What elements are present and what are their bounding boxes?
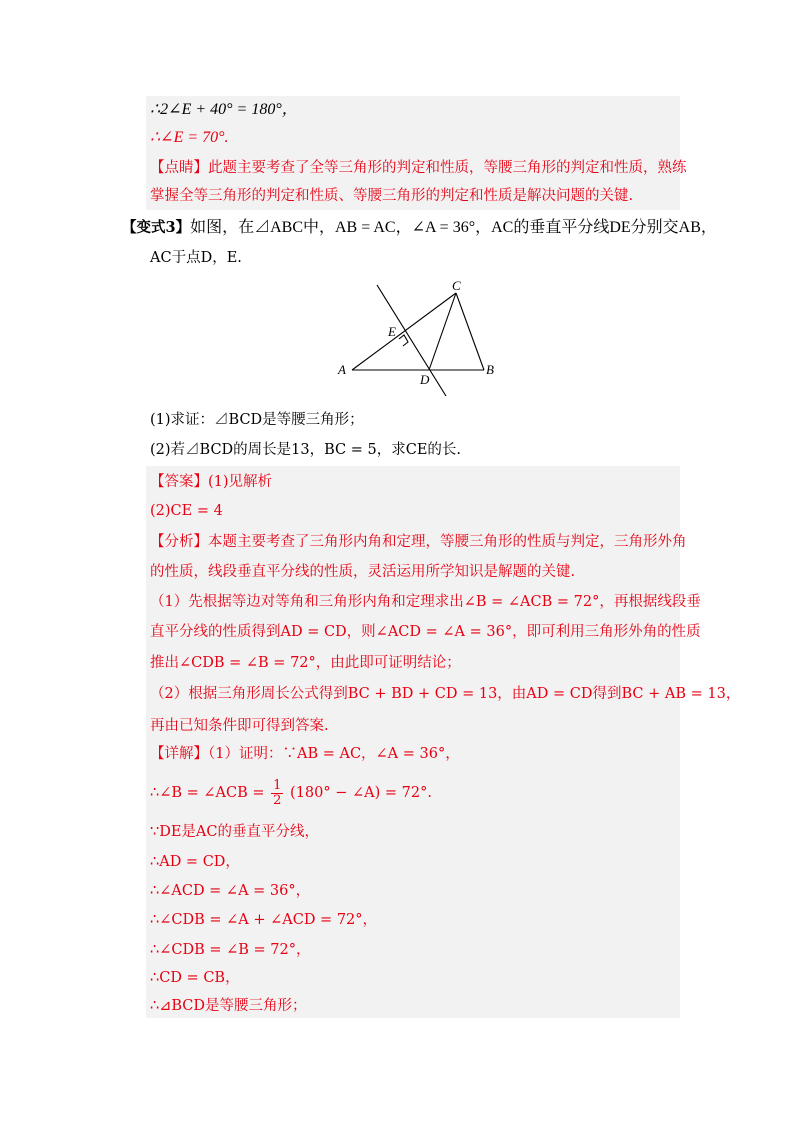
- label-C: C: [452, 278, 461, 293]
- analysis-line-3: （1）先根据等边对等角和三角形内角和定理求出∠B = ∠ACB = 72°，再根据线段垂: [150, 594, 701, 610]
- detail-line-2: ∴∠B = ∠ACB = $\frac{1}{2}$ (180° − ∠A) = 72°.: [150, 777, 432, 808]
- detail-line-7: ∴∠CDB = ∠B = 72°，: [150, 942, 311, 958]
- segment-CD: [429, 293, 456, 370]
- detail-line-5: ∴∠ACD = ∠A = 36°，: [150, 883, 311, 899]
- detail-line-4: ∴AD = CD，: [150, 854, 240, 870]
- detail-line-6: ∴∠CDB = ∠A + ∠ACD = 72°，: [150, 912, 378, 928]
- detail-line-8: ∴CD = CB，: [150, 970, 240, 986]
- triangle-figure: [330, 276, 510, 396]
- problem-line-1: 【变式3】如图，在⊿ABC中，AB = AC，∠A = 36°，AC的垂直平分线DE分别交AB，: [122, 219, 717, 236]
- perpendicular-bisector-DE: [377, 285, 446, 396]
- remark-line-2: 掌握全等三角形的判定和性质、等腰三角形的判定和性质是解决问题的关键.: [150, 188, 634, 204]
- label-A: A: [338, 362, 346, 377]
- solution-line: ∴∠E = 70°.: [150, 129, 229, 146]
- answer-tag: 【答案】: [150, 474, 208, 490]
- solution-line: ∴2∠E + 40° = 180°，: [150, 101, 298, 118]
- answer-line-2: (2)CE = 4: [150, 503, 223, 519]
- fraction-one-half: $\frac{1}{2}$: [273, 777, 282, 808]
- problem-line-2: AC于点D，E.: [150, 250, 242, 266]
- segment-CB: [456, 293, 484, 370]
- remark-tag: 【点睛】: [150, 160, 208, 176]
- answer-line-1: 【答案】(1)见解析: [150, 474, 273, 490]
- remark-line-1: 【点睛】此题主要考查了全等三角形的判定和性质，等腰三角形的判定和性质，熟练: [150, 160, 687, 176]
- detail-tag: 【详解】: [150, 746, 208, 762]
- analysis-line-7: 再由已知条件即可得到答案.: [150, 718, 329, 734]
- analysis-line-2: 的性质，线段垂直平分线的性质，灵活运用所学知识是解题的关键.: [150, 564, 576, 580]
- problem-tag: 【变式3】: [122, 219, 191, 236]
- analysis-line-1: 【分析】本题主要考查了三角形内角和定理，等腰三角形的性质与判定，三角形外角: [150, 534, 687, 550]
- question-2: (2)若⊿BCD的周长是13，BC = 5，求CE的长.: [150, 442, 462, 458]
- detail-line-9: ∴⊿BCD是等腰三角形；: [150, 998, 307, 1014]
- segment-AC: [352, 293, 456, 370]
- analysis-line-6: （2）根据三角形周长公式得到BC + BD + CD = 13，由AD = CD得到BC + AB = 13，: [150, 686, 741, 702]
- label-D: D: [420, 372, 430, 387]
- detail-line-1: 【详解】（1）证明：∵AB = AC，∠A = 36°，: [150, 746, 460, 762]
- analysis-line-4: 直平分线的性质得到AD = CD，则∠ACD = ∠A = 36°，即可利用三角形外角的性质: [150, 624, 701, 640]
- question-1: (1)求证：⊿BCD是等腰三角形；: [150, 412, 364, 428]
- right-angle-mark: [399, 335, 408, 346]
- detail-line-3: ∵DE是AC的垂直平分线，: [150, 824, 320, 840]
- label-B: B: [486, 362, 494, 377]
- analysis-tag: 【分析】: [150, 534, 208, 550]
- label-E: E: [388, 324, 396, 339]
- analysis-line-5: 推出∠CDB = ∠B = 72°，由此即可证明结论；: [150, 655, 461, 671]
